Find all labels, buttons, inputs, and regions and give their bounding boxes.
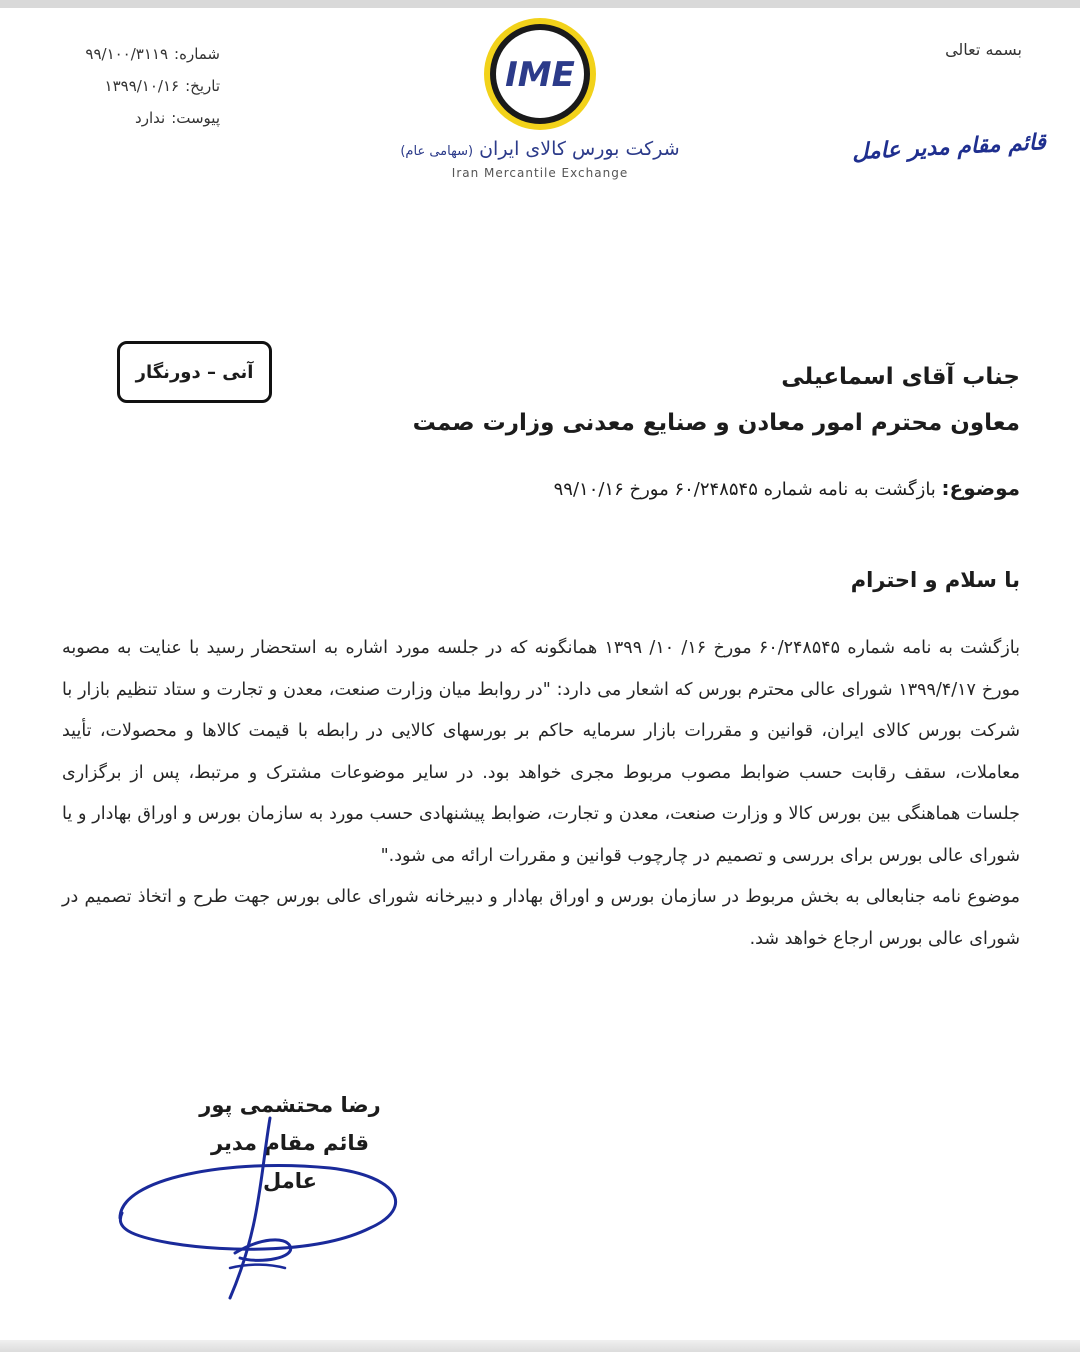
letter-attachment-row	[60, 102, 220, 134]
body-paragraph-1: بازگشت به نامه شماره ۶۰/۲۴۸۵۴۵ مورخ ۱۶/ ۱۰/ ۱۳۹۹ همانگونه که در جلسه مورد اشاره به استحضار رسید با عنایت به مصوبه مورخ ۱۳۹۹/۴/۱۷ شورای عالی محترم بورس که اشعار می دارد: "در روابط میان وزارت صنعت، معدن و تجارت و ستاد تنظیم بازار با شرکت بورس کالای ایران، قوانین و مقررات بازار سرمایه حاکم بر بورسهای کالایی در رابطه با قیمت کالاها و محصولات، تأیید معاملات، سقف رقابت حسب ضوابط مصوب مربوط مجری خواهد بود. در سایر موضوعات مشترک و مرتبط، پس از برگزاری جلسات هماهنگی بین بورس کالا و وزارت صنعت، معدن و تجارت، ضوابط پیشنهادی حسب مورد به سازمان بورس و اوراق بهادار و یا شورای عالی بورس برای بررسی و تصمیم در چارچوب قوانین و مقررات ارائه می شود."	[62, 638, 1020, 866]
logo-mark-text: IME	[505, 55, 575, 95]
letter-number-row	[60, 38, 220, 70]
letter-page	[0, 8, 1080, 1352]
addressee-title: معاون محترم امور معادن و صنایع معدنی وزارت صمت	[412, 410, 1020, 436]
company-name-fa	[390, 138, 690, 160]
urgent-fax-stamp: آنی – دورنگار	[117, 341, 272, 403]
handwritten-note: قائم مقام مدیر عامل	[851, 128, 1047, 166]
company-name-fa-main: شرکت بورس کالای ایران	[479, 138, 680, 160]
company-logo	[390, 14, 690, 204]
signer-title: قائم مقام مدیر عامل	[210, 1131, 370, 1193]
addressee-name: جناب آقای اسماعیلی	[781, 364, 1020, 390]
subject-label: موضوع:	[941, 476, 1020, 500]
scan-bottom-edge	[0, 1340, 1080, 1352]
company-name-fa-suffix: (سهامی عام)	[400, 144, 474, 159]
letter-attachment-label: پیوست:	[171, 109, 220, 127]
letter-attachment-value: ندارد	[135, 109, 166, 127]
body-paragraph-2: موضوع نامه جنابعالی به بخش مربوط در سازمان بورس و اوراق بهادار و دبیرخانه شورای عالی بورس جهت طرح و اتخاذ تصمیم در شورای عالی بورس ارجاع خواهد شد.	[62, 887, 1020, 949]
letter-number-label: شماره:	[174, 45, 220, 63]
subject-line	[554, 476, 1020, 500]
letter-date-value: ۱۳۹۹/۱۰/۱۶	[104, 77, 180, 95]
letter-date-row	[60, 70, 220, 102]
ime-logo-icon	[480, 14, 600, 134]
letter-meta	[60, 38, 220, 134]
greeting: با سلام و احترام	[850, 568, 1020, 592]
invocation-text: بسمه تعالی	[945, 40, 1022, 59]
subject-text: بازگشت به نامه شماره ۶۰/۲۴۸۵۴۵ مورخ ۹۹/۱۰/۱۶	[553, 479, 936, 500]
scan-top-edge	[0, 0, 1080, 8]
company-name-en: Iran Mercantile Exchange	[451, 166, 629, 180]
signer-name: رضا محتشمی پور	[199, 1093, 381, 1117]
letter-date-label: تاریخ:	[185, 77, 220, 95]
letter-body	[62, 628, 1020, 960]
handwritten-signature-icon	[110, 1068, 410, 1308]
letter-number-value: ۹۹/۱۰۰/۳۱۱۹	[85, 45, 169, 63]
